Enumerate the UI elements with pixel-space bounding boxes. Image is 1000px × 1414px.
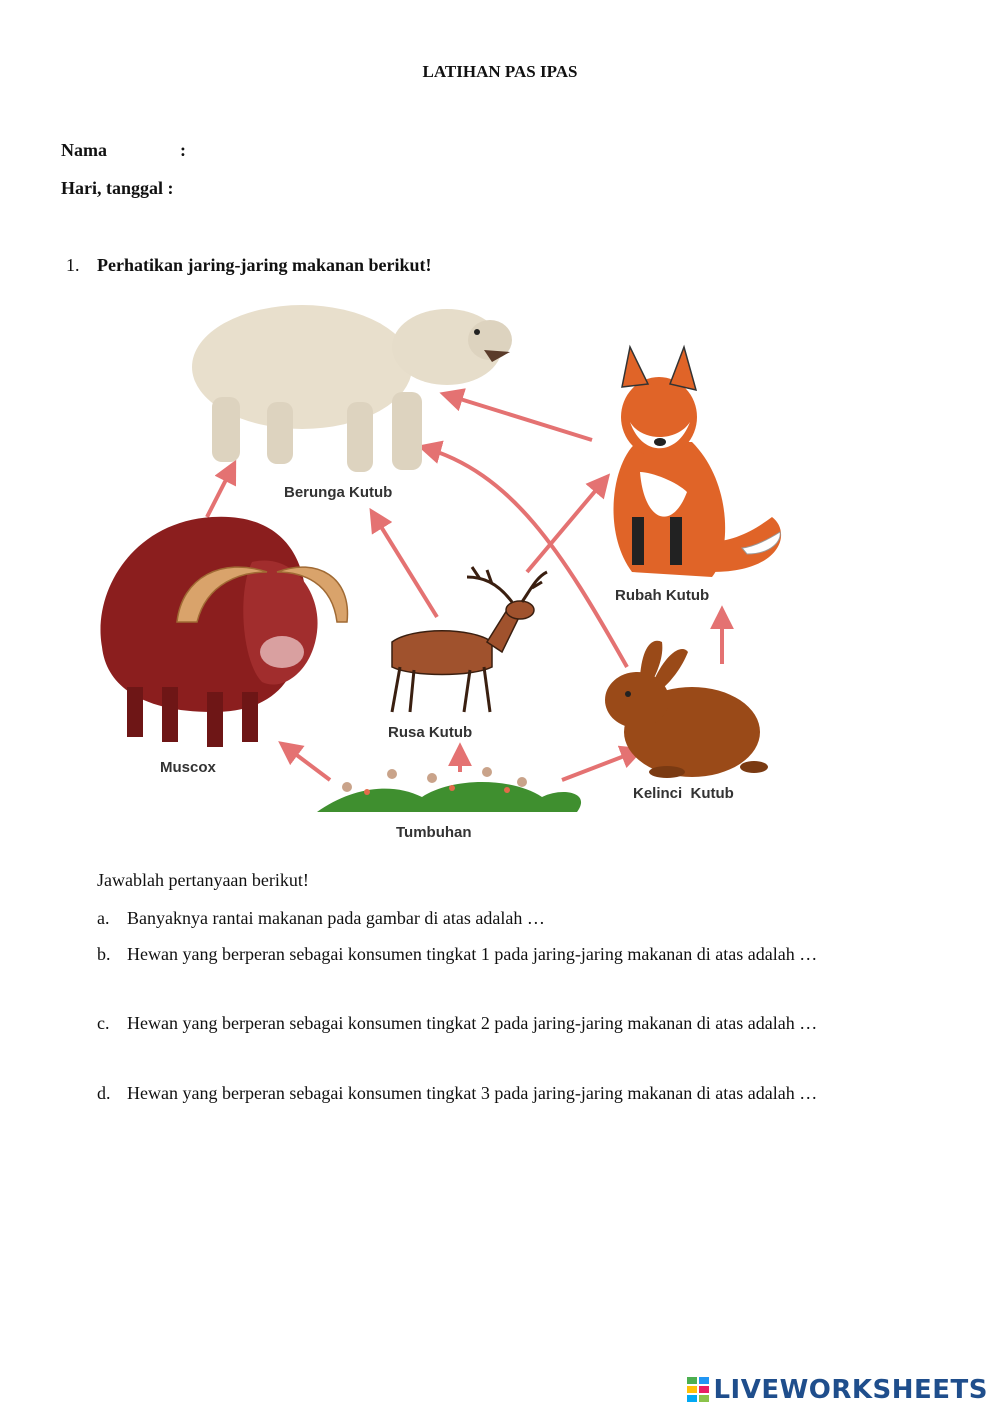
- label-rabbit: Kelinci Kutub: [633, 785, 734, 802]
- item-letter: d.: [97, 1083, 111, 1103]
- name-colon: :: [180, 140, 186, 160]
- arrow-plants-to-rabbit: [562, 750, 640, 780]
- muskox-image: [100, 517, 347, 747]
- reindeer-image: [392, 567, 547, 712]
- plants-image: [317, 767, 581, 812]
- item-letter: b.: [97, 944, 111, 964]
- item-letter: c.: [97, 1013, 110, 1033]
- arrow-muskox-to-bear: [207, 464, 234, 517]
- label-arctic-fox: Rubah Kutub: [615, 587, 710, 604]
- question-item-a: [97, 908, 545, 929]
- question-item-b: [97, 944, 817, 965]
- item-text: Hewan yang berperan sebagai konsumen tingkat 3 pada jaring-jaring makanan di atas adalah …: [127, 1083, 818, 1103]
- arrow-deer-to-bear: [372, 512, 437, 617]
- label-plants: Tumbuhan: [396, 824, 472, 841]
- polar-bear-image: [192, 305, 512, 472]
- label-reindeer: Rusa Kutub: [388, 724, 473, 741]
- rabbit-image: [605, 641, 768, 778]
- arctic-fox-image: [613, 347, 781, 577]
- date-label: Hari, tanggal :: [61, 178, 174, 198]
- logo-text: LIVEWORKSHEETS: [713, 1375, 988, 1405]
- question-text: Perhatikan jaring-jaring makanan berikut!: [97, 255, 432, 275]
- arrow-fox-to-bear: [444, 394, 592, 440]
- item-text: Banyaknya rantai makanan pada gambar di atas adalah …: [127, 908, 545, 928]
- label-muskox: Muscox: [160, 759, 216, 776]
- food-web-diagram: [92, 292, 792, 848]
- logo-blocks-icon: [687, 1377, 709, 1403]
- arrow-deer-to-fox: [527, 477, 607, 572]
- item-text: Hewan yang berperan sebagai konsumen tingkat 2 pada jaring-jaring makanan di atas adalah …: [127, 1013, 818, 1033]
- arrow-plants-to-muskox: [282, 744, 330, 780]
- page-title: LATIHAN PAS IPAS: [422, 62, 578, 81]
- liveworksheets-logo[interactable]: [687, 1374, 988, 1406]
- question-item-d: [97, 1083, 817, 1104]
- question-item-c: [97, 1013, 817, 1034]
- item-letter: a.: [97, 908, 110, 928]
- question-number: 1.: [66, 255, 80, 275]
- label-polar-bear: Berunga Kutub: [284, 484, 393, 501]
- item-text: Hewan yang berperan sebagai konsumen tingkat 1 pada jaring-jaring makanan di atas adalah …: [127, 944, 818, 964]
- instructions: Jawablah pertanyaan berikut!: [97, 870, 309, 890]
- name-label: Nama: [61, 140, 107, 160]
